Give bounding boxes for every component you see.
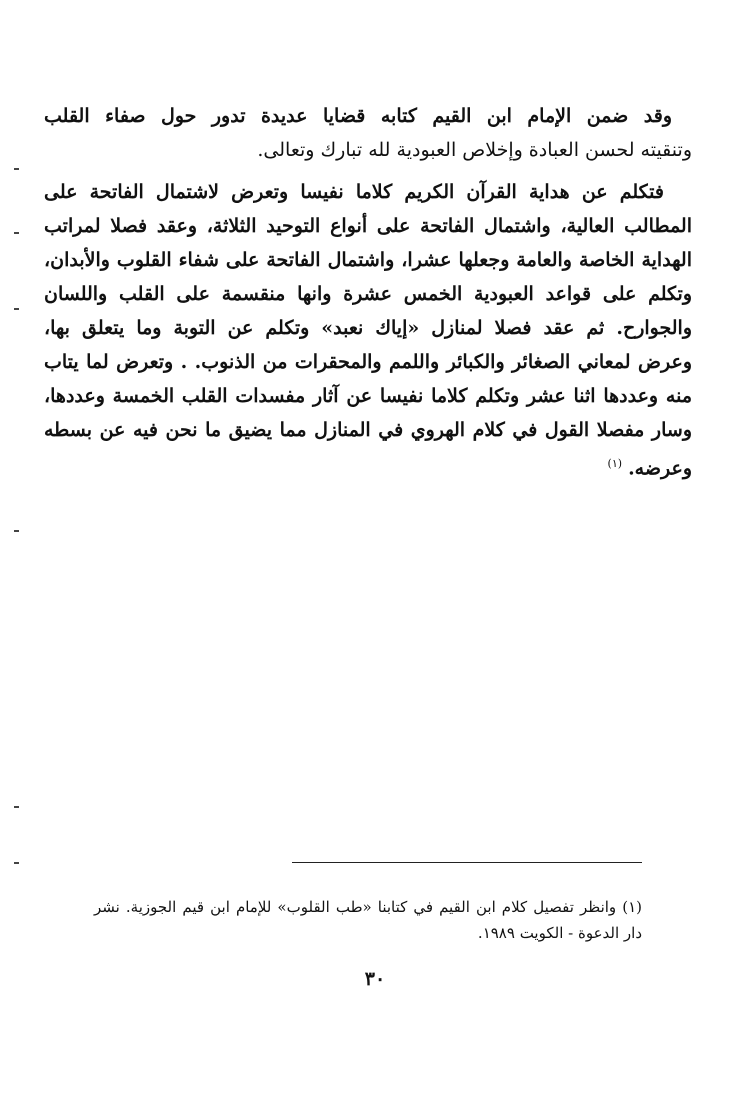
paragraph-line: وتنقيته لحسن العبادة وإخلاص العبودية لله تبارك وتعالى.: [257, 139, 692, 161]
paragraph-line: وعرض لمعاني الصغائر والكبائر واللمم والمحقرات من الذنوب. . وتعرض لما يتاب: [44, 351, 692, 373]
footnote-reference[interactable]: (١): [607, 457, 623, 470]
paragraph-line: وقد ضمن الإمام ابن القيم كتابه قضايا عديدة تدور حول صفاء القلب: [44, 105, 672, 127]
paragraph-line-text: وعرضه.: [628, 457, 692, 480]
margin-mark: [14, 862, 19, 864]
paragraph-line: الهداية الخاصة والعامة وجعلها عشرا، واشتمال الفاتحة على شفاء القلوب والأبدان،: [44, 249, 692, 271]
margin-mark: [14, 168, 19, 170]
page-number: ٣٠: [364, 968, 386, 990]
margin-mark: [14, 232, 19, 234]
paragraph-line: والجوارح. ثم عقد فصلا لمنازل «إياك نعبد» وتكلم عن التوبة وما يتعلق بها،: [44, 317, 692, 339]
intro-paragraph: [44, 99, 692, 167]
margin-mark: [14, 806, 19, 808]
margin-mark: [14, 530, 19, 532]
footnote-divider: [292, 862, 642, 863]
margin-mark: [14, 308, 19, 310]
paragraph-line: المطالب العالية، واشتمال الفاتحة على أنواع التوحيد الثلاثة، وعقد فصلا لمراتب: [44, 215, 692, 237]
paragraph-line: وسار مفصلا القول في كلام الهروي في المنازل مما يضيق ما نحن فيه عن بسطه: [44, 419, 692, 441]
paragraph-last-line: [44, 447, 692, 481]
footnote: (١) وانظر تفصيل كلام ابن القيم في كتابنا «طب القلوب» للإمام ابن قيم الجوزية. نشر دار الدعوة - الكويت ١٩٨٩.: [94, 898, 642, 942]
paragraph-line: وتكلم على قواعد العبودية الخمس عشرة وانها منقسمة على القلب واللسان: [44, 283, 692, 305]
main-paragraph: [44, 175, 692, 481]
paragraph-line: فتكلم عن هداية القرآن الكريم كلاما نفيسا وتعرض لاشتمال الفاتحة على: [44, 181, 664, 203]
paragraph-line: منه وعددها اثنا عشر وتكلم كلاما نفيسا عن آثار مفسدات القلب الخمسة وعددها،: [44, 385, 692, 407]
